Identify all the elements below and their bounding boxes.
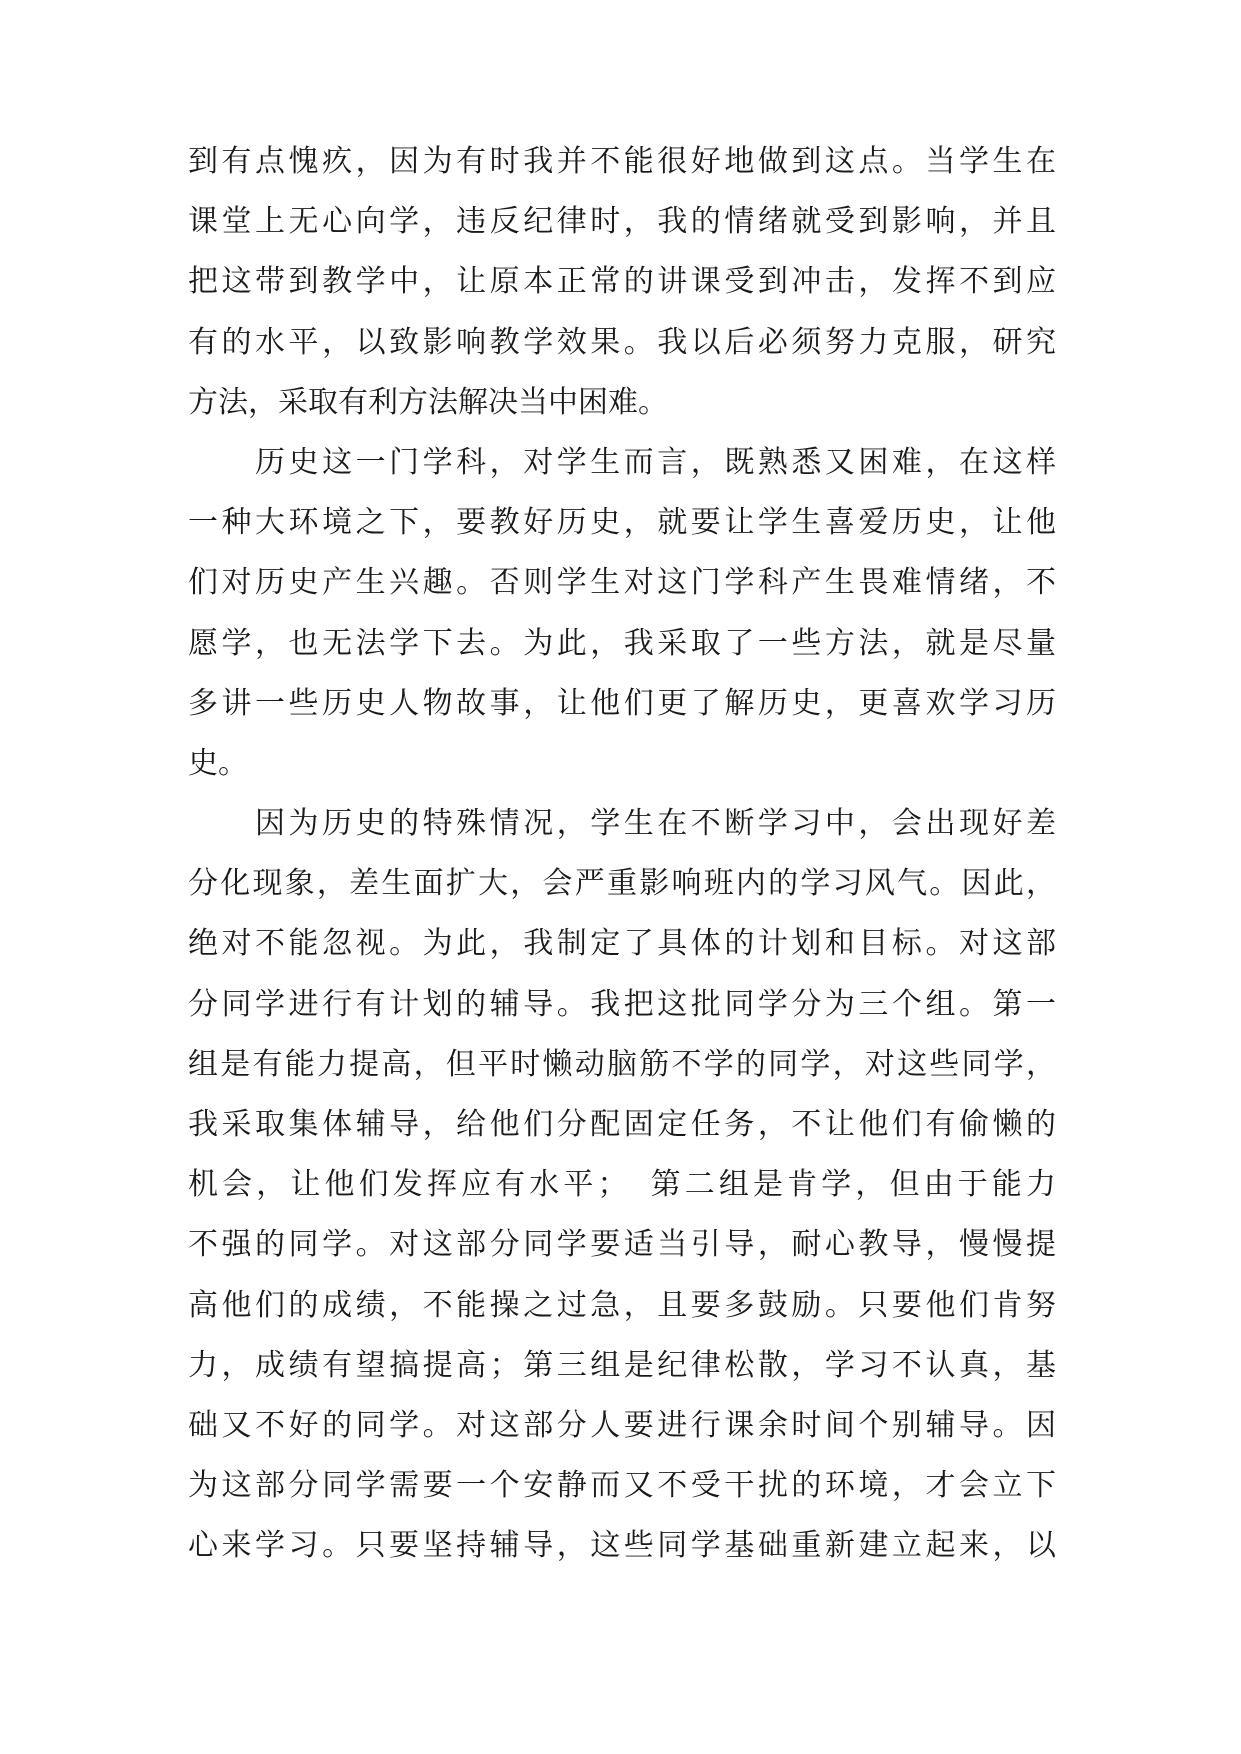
text-line: 们对历史产生兴趣。否则学生对这门学科产生畏难情绪，不 (188, 565, 1056, 601)
text-line: 多讲一些历史人物故事，让他们更了解历史，更喜欢学习历 (188, 685, 1056, 721)
body-text (188, 132, 1056, 1577)
text-line: 组是有能力提高，但平时懒动脑筋不学的同学，对这些同学， (188, 1046, 1056, 1082)
text-line: 分化现象，差生面扩大，会严重影响班内的学习风气。因此， (188, 866, 1056, 902)
text-line: 础又不好的同学。对这部分人要进行课余时间个别辅导。因 (188, 1407, 1056, 1443)
text-line: 因为历史的特殊情况，学生在不断学习中，会出现好差 (188, 806, 1056, 842)
text-line: 我采取集体辅导，给他们分配固定任务，不让他们有偷懒的 (188, 1107, 1056, 1142)
text-line: 心来学习。只要坚持辅导，这些同学基础重新建立起来，以 (188, 1528, 1056, 1564)
text-line: 课堂上无心向学，违反纪律时，我的情绪就受到影响，并且 (188, 204, 1056, 240)
text-line: 把这带到教学中，让原本正常的讲课受到冲击，发挥不到应 (188, 264, 1056, 300)
text-line: 力，成绩有望搞提高；第三组是纪律松散，学习不认真，基 (188, 1347, 1056, 1383)
text-line: 机会，让他们发挥应有水平； 第二组是肯学，但由于能力 (188, 1167, 1056, 1203)
text-line: 史。 (188, 745, 248, 781)
text-line: 有的水平，以致影响教学效果。我以后必须努力克服，研究 (188, 324, 1056, 360)
text-line: 一种大环境之下，要教好历史，就要让学生喜爱历史，让他 (188, 505, 1056, 541)
text-line: 绝对不能忽视。为此，我制定了具体的计划和目标。对这部 (188, 926, 1056, 962)
text-line: 高他们的成绩，不能操之过急，且要多鼓励。只要他们肯努 (188, 1287, 1056, 1323)
text-line: 方法，采取有利方法解决当中困难。 (188, 384, 668, 420)
text-line: 不强的同学。对这部分同学要适当引导，耐心教导，慢慢提 (188, 1227, 1056, 1263)
text-line: 为这部分同学需要一个安静而又不受干扰的环境，才会立下 (188, 1468, 1056, 1504)
text-line: 愿学，也无法学下去。为此，我采取了一些方法，就是尽量 (188, 625, 1056, 661)
text-line: 到有点愧疚，因为有时我并不能很好地做到这点。当学生在 (188, 144, 1056, 179)
text-line: 分同学进行有计划的辅导。我把这批同学分为三个组。第一 (188, 986, 1056, 1022)
text-line: 历史这一门学科，对学生而言，既熟悉又困难，在这样 (188, 444, 1056, 480)
